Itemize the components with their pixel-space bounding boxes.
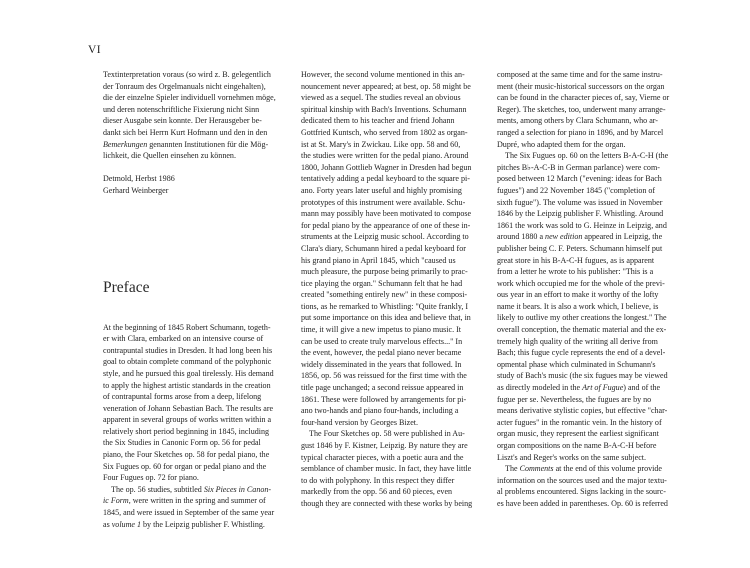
text-line: 1861. These were followed by arrangements for pi- [301, 394, 467, 404]
text-line [497, 150, 679, 162]
column-middle [301, 69, 483, 510]
text-line: al problems encountered. Signs lacking in the sourc- [497, 487, 666, 497]
text-line: can be found in the character pieces of, say, Vierne or [497, 93, 670, 103]
text-line: tice playing the organ." Schumann felt that he had [301, 278, 463, 288]
text-line: er with Clara, embarked on an intensive course of [103, 334, 264, 344]
text-line: lichkeit, die Quellen einsehen zu können. [103, 151, 236, 161]
text-line: pitches B♭-A-C-B in German parlance) were com- [497, 162, 660, 172]
italic-term: volume 1 [111, 519, 141, 529]
text-line: goal to obtain complete command of the polyphonic [103, 357, 272, 367]
text-line: though they are connected with these works by being [301, 498, 473, 508]
text-line: 1845, and were issued in September of the same year [103, 508, 275, 518]
italic-title: Art of Fugue [582, 383, 624, 393]
text-line: Six Fugues op. 60 for organ or pedal piano and the [103, 461, 267, 471]
text-line: much pleasure, the purpose being primarily to prac- [301, 267, 468, 277]
text-line: dieser Ausgabe sein konnte. Der Herausgeber be- [103, 116, 262, 126]
text-line: acter fugues" in the romantic vein. In the history of [497, 417, 662, 427]
text-line: study of Bach's music (the six fugues may be viewed [497, 371, 668, 381]
text-line: Dupré, who adapted them for the organ. [497, 139, 626, 149]
italic-term: Bemerkungen [103, 139, 148, 149]
text-line: composed at the same time and for the same instru- [497, 70, 663, 79]
text-line: tremely high quality of the writing all derive from [497, 336, 658, 346]
text-line: apparent in several groups of works written within a [103, 415, 272, 425]
text-fragment: appeared in Leipzig, the [582, 232, 663, 242]
text-line: fugue per se. Nevertheless, the fugues are by no [497, 394, 652, 404]
text-line [103, 495, 285, 507]
text-line: ist at St. Mary's in Zwickau. Like opp. 58 and 60, [301, 139, 461, 149]
author-signature: Gerhard Weinberger [103, 185, 169, 195]
text-line: mann may possibly have been motivated to compose [301, 209, 472, 219]
text-line: die der einzelne Spieler individuell vornehmen möge, [103, 93, 276, 103]
text-line: struments at the Leipzig music school. According to [301, 232, 469, 242]
text-line: the Six Studies in Canonic Form op. 56 for pedal [103, 438, 261, 448]
text-line: 1861 the work was sold to G. Heinze in Leipzig, and [497, 220, 667, 230]
text-line: opmental phase which culminated in Schumann's [497, 359, 656, 369]
text-line: semblance of chamber music. In fact, they have little [301, 464, 472, 474]
text-line: piano, the Four Sketches op. 58 for pedal piano, the [103, 450, 270, 460]
text-line: prototypes of this instrument were available. Schu- [301, 197, 466, 207]
text-line: ment (their music-historical successors on the organ [497, 81, 665, 91]
text-line: ments, among others by Clara Schumann, who ar- [497, 116, 658, 126]
text-line: organ music, they represent the earliest significant [497, 429, 659, 439]
text-line: means derivative stylistic copies, but effective "char- [497, 406, 668, 416]
italic-title: Six Pieces in Canon- [203, 484, 272, 494]
text-fragment: around 1880 a [497, 232, 546, 242]
text-line: sixth fugue"). The volume was issued in November [497, 197, 663, 207]
column-right [497, 69, 679, 510]
text-line: great store in his B-A-C-H fugues, as is apparent [497, 255, 655, 265]
text-line: from a letter he wrote to his publisher: "This is a [497, 267, 654, 277]
text-line: work which occupied me for the whole of the previ- [497, 278, 665, 288]
column-left [103, 69, 285, 530]
text-line: dedicated them to his teacher and friend Johann [301, 116, 455, 126]
text-line [103, 139, 285, 151]
text-fragment: ) and of the [623, 383, 661, 393]
text-line: und deren notenschriftliche Fixierung nicht Sinn [103, 104, 260, 114]
text-line: gust 1846 by F. Kistner, Leipzig. By nature they are [301, 441, 468, 450]
page-number: VI [88, 44, 102, 56]
italic-term: new edition [545, 232, 583, 242]
text-line: relatively short period beginning in 1845, including [103, 426, 270, 436]
text-line: put some importance on this idea and believe that, in [301, 313, 471, 323]
text-line: 1846 by the Leipzig publisher F. Whistling. Around [497, 209, 664, 219]
text-line: Four Fugues op. 72 for piano. [103, 473, 199, 483]
text-fragment: at the end of this volume provide [553, 464, 662, 474]
text-fragment: as directly modeled in the [497, 383, 583, 393]
text-line: typical character pieces, with a poetic aura and the [301, 452, 464, 462]
text-line: Gottfried Kuntsch, who served from 1802 as organ- [301, 127, 468, 137]
italic-term: Comments [519, 464, 554, 474]
text-line: widely disseminated in the years that followed. In [301, 359, 462, 369]
italic-title: ic Form [103, 496, 129, 506]
text-line: posed between 12 March ("evening: ideas for Bach [497, 174, 662, 184]
text-line [497, 382, 679, 394]
section-heading-preface: Preface [103, 278, 150, 296]
text-line: spiritual kinship with Bach's Inventions. Schumann [301, 104, 467, 114]
text-line: 1800, Johann Gottlieb Wagner in Dresden had begun [301, 162, 472, 172]
text-fragment: The Six Fugues op. 60 on the letters B-A-C-H (the [505, 151, 669, 161]
text-line: for pedal piano by the appearance of one of these in- [301, 220, 471, 230]
text-line: contrapuntal studies in Dresden. It had long been his [103, 345, 273, 355]
preface-paragraph-1 [103, 322, 285, 484]
text-line: name it bears. It is also a work which, I believe, is [497, 301, 659, 311]
text-line: four-hand version by Georges Bizet. [301, 417, 419, 427]
text-fragment: The [505, 464, 520, 474]
text-line [103, 484, 285, 496]
text-line: Reger). The sketches, too, underwent many arrange- [497, 104, 666, 114]
text-line: his grand piano in April 1845, which "caused us [301, 255, 456, 265]
text-line: of contrapuntal forms arose from a deep, lifelong [103, 392, 262, 402]
text-line: information on the sources used and the major textu- [497, 475, 667, 485]
text-line: ous year in an effort to make it worthy of the lofty [497, 290, 659, 300]
preface-paragraph-2 [103, 484, 285, 530]
text-line: likely to outlive my other creations the longest." The [497, 313, 667, 323]
text-line: the event, however, the pedal piano never became [301, 348, 462, 358]
text-line: Liszt's and Reger's works on the same subject. [497, 452, 647, 462]
text-line [497, 463, 679, 475]
text-fragment: as [103, 519, 112, 529]
text-line: time, it will give a new impetus to piano music. It [301, 325, 462, 335]
text-line: At the beginning of 1845 Robert Schumann, togeth- [103, 322, 271, 332]
german-intro [103, 69, 285, 162]
text-line: to apply the highest artistic standards in the creation [103, 380, 271, 390]
text-line: the studies were written for the pedal piano. Around [301, 151, 469, 161]
text-line: can be used to create truly marvelous effects..." In [301, 336, 463, 346]
text-fragment: genannten Institutionen für die Mög- [147, 139, 269, 149]
text-line: overall conception, the thematic material and the ex- [497, 325, 667, 335]
text-line: Textinterpretation voraus (so wird z. B. gelegentlich [103, 70, 271, 79]
text-line: veneration of Johann Sebastian Bach. The results are [103, 403, 274, 413]
text-line: dankt sich bei Herrn Kurt Hofmann und den in den [103, 127, 268, 137]
text-line: ano two-hands and piano four-hands, including a [301, 406, 459, 416]
text-line: markedly from the opp. 56 and 60 pieces, even [301, 487, 453, 497]
text-line: organ compositions on the name B-A-C-H before [497, 441, 657, 450]
text-line: However, the second volume mentioned in this an- [301, 70, 465, 79]
text-fragment: The Four Sketches op. 58 were published in Au- [309, 429, 465, 439]
text-line: style, and he pursued this goal tirelessly. His demand [103, 368, 274, 378]
text-line: der Tonraum des Orgelmanuals nicht eingehalten), [103, 81, 266, 91]
text-line: fugues") and 22 November 1845 ("completion of [497, 185, 656, 195]
text-line: Bach; this fugue cycle represents the end of a devel- [497, 348, 666, 358]
text-line: es have been added in parentheses. Op. 60 is referred [497, 498, 668, 508]
text-line [301, 428, 483, 440]
text-line: viewed as a sequel. The studies reveal an obvious [301, 93, 461, 103]
place-date: Detmold, Herbst 1986 [103, 174, 175, 184]
text-line: ranged a selection for piano in 1896, and by Marcel [497, 127, 664, 137]
text-line: 1856, op. 56 was reissued for the first time with the [301, 371, 467, 381]
text-line [103, 519, 285, 531]
text-line: Clara's diary, Schumann hired a pedal keyboard for [301, 243, 466, 253]
text-line: created "something entirely new" in these composi- [301, 290, 468, 300]
text-line: to do with polyphony. In this respect they differ [301, 475, 455, 485]
text-line: tions, as he remarked to Whistling: "Quite frankly, I [301, 301, 469, 311]
text-fragment: , were written in the spring and summer of [128, 496, 266, 506]
text-fragment: by the Leipzig publisher F. Whistling. [141, 519, 265, 529]
text-line: nouncement never appeared; at best, op. 58 might be [301, 81, 471, 91]
text-line [497, 231, 679, 243]
text-line: tentatively adding a pedal keyboard to the square pi- [301, 174, 470, 184]
text-line: ano. Forty years later useful and highly promising [301, 185, 462, 195]
text-line: title page unchanged; a second reissue appeared in [301, 383, 464, 393]
text-fragment: The op. 56 studies, subtitled [111, 484, 204, 494]
text-line: publisher being C. F. Peters. Schumann himself put [497, 243, 663, 253]
